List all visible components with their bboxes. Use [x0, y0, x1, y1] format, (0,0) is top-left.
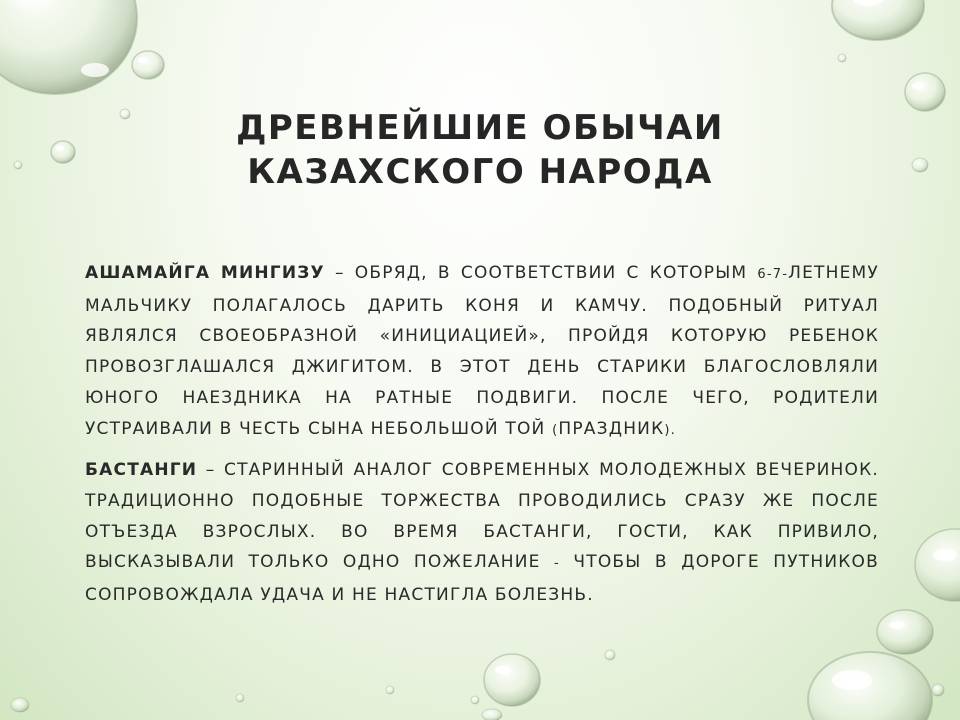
paragraph-text: СТАРИННЫЙ АНАЛОГ СОВРЕМЕННЫХ МОЛОДЕЖНЫХ ВЕЧЕРИНОК. ТРАДИЦИОННО ПОДОБНЫЕ ТОРЖЕСТВА ПРОВОДИЛИСЬ СРАЗУ ЖЕ ПОСЛЕ ОТЪЕЗДА ВЗРОСЛЫХ. ВО ВРЕМЯ БАСТАНГИ, ГОСТИ, КАК ПРИВИЛО, ВЫСКАЗЫВАЛИ ТОЛЬКО ОДНО ПОЖЕЛАНИЕ	[85, 460, 879, 573]
water-drop	[14, 161, 22, 169]
water-drop	[877, 610, 933, 654]
slide-title-line-2: КАЗАХСКОГО НАРОДА	[247, 152, 713, 192]
paragraph-bastangi	[85, 455, 879, 611]
water-drop	[132, 51, 164, 79]
water-drop	[832, 0, 924, 40]
water-drop	[471, 696, 479, 704]
water-drop	[932, 684, 944, 696]
slide-title	[130, 106, 830, 194]
paren-close: ).	[664, 422, 676, 438]
water-drop	[484, 654, 540, 706]
water-drop	[51, 141, 75, 163]
water-drop	[386, 686, 394, 694]
slide-body	[85, 258, 879, 611]
water-drop	[838, 54, 846, 62]
slide-title-line-1: ДРЕВНЕЙШИЕ ОБЫЧАИ	[236, 108, 724, 148]
water-drop	[605, 650, 615, 660]
age-range: 6-7-	[757, 267, 789, 282]
term: БАСТАНГИ	[85, 460, 198, 481]
paragraph-ashamaiga	[85, 258, 879, 446]
term: АШАМАЙГА МИНГИЗУ	[85, 263, 325, 283]
water-drop	[482, 709, 502, 720]
water-drop	[912, 158, 928, 172]
water-drop	[120, 109, 130, 119]
paren-open: (	[552, 422, 559, 438]
dash: –	[197, 460, 225, 481]
dash-small: -	[554, 556, 560, 572]
water-drop	[905, 73, 945, 111]
paragraph-text: ЛЕТНЕМУ МАЛЬЧИКУ ПОЛАГАЛОСЬ ДАРИТЬ КОНЯ И КАМЧУ. ПОДОБНЫЙ РИТУАЛ ЯВЛЯЛСЯ СВОЕОБРАЗНОЙ «ИНИЦИАЦИЕЙ», ПРОЙДЯ КОТОРУЮ РЕБЕНОК ПРОВОЗГЛАШАЛСЯ ДЖИГИТОМ. В ЭТОТ ДЕНЬ СТАРИКИ БЛАГОСЛОВЛЯЛИ ЮНОГО НАЕЗДНИКА НА РАТНЫЕ ПОДВИГИ. ПОСЛЕ ЧЕГО, РОДИТЕЛИ УСТРАИВАЛИ В ЧЕСТЬ СЫНА НЕБОЛЬШОЙ ТОЙ	[85, 263, 879, 439]
dash: –	[324, 263, 355, 283]
water-drop	[808, 652, 932, 720]
paragraph-text: ЧТОБЫ В ДОРОГЕ ПУТНИКОВ СОПРОВОЖДАЛА УДАЧА И НЕ НАСТИГЛА БОЛЕЗНЬ.	[85, 552, 879, 606]
water-drop	[11, 698, 29, 712]
water-drop	[236, 694, 244, 702]
water-drop	[915, 529, 960, 601]
water-drop	[0, 0, 137, 94]
paragraph-text: ПРАЗДНИК	[558, 418, 665, 439]
paragraph-text: ОБРЯД, В СООТВЕТСТВИИ С КОТОРЫМ	[354, 263, 758, 283]
